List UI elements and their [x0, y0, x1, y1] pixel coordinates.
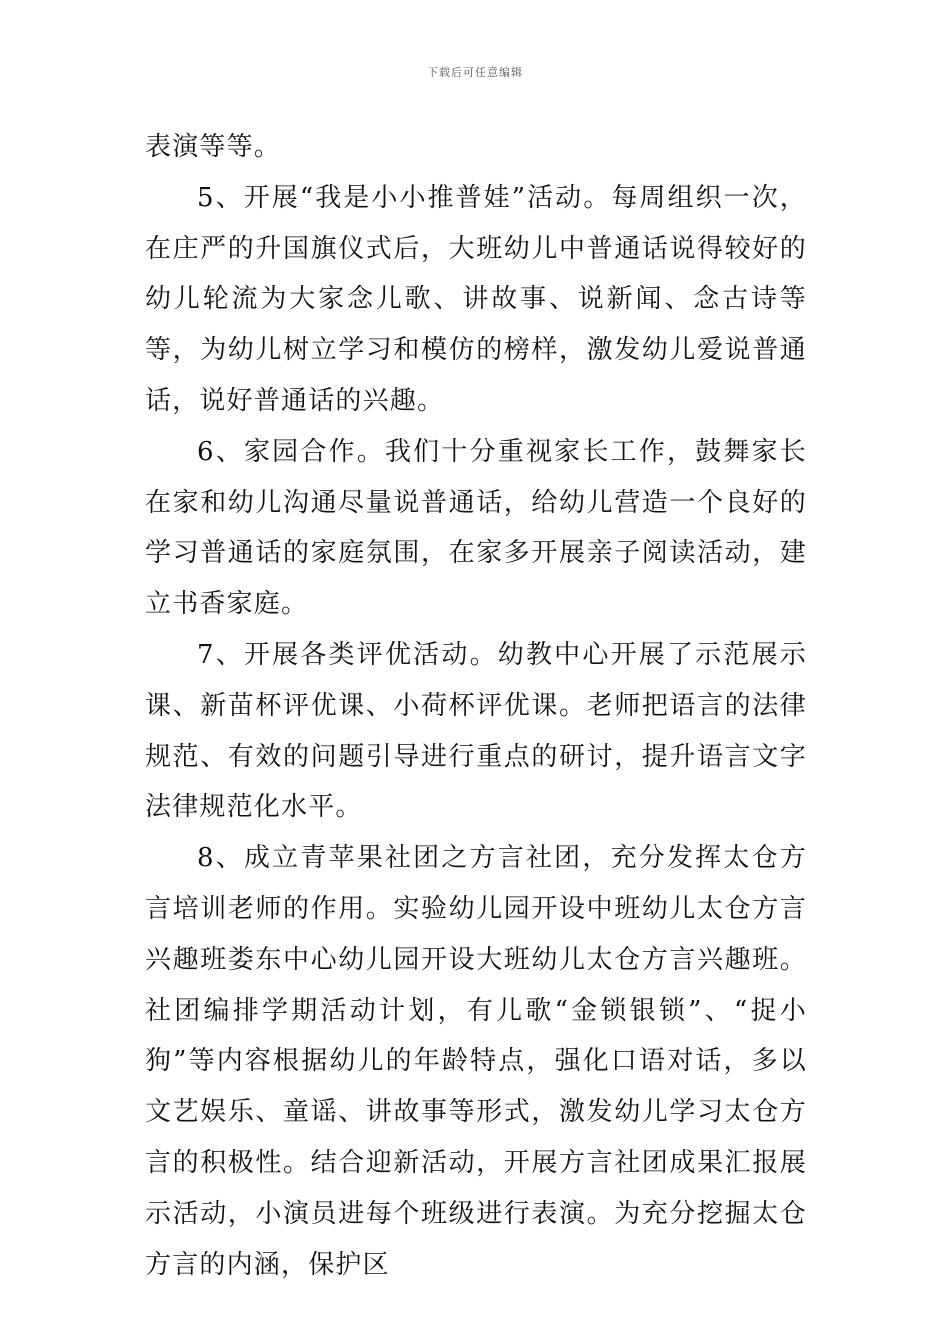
paragraph-item-7: 7、开展各类评优活动。幼教中心开展了示范展示课、新苗杯评优课、小荷杯评优课。老师把语言的法律规范、有效的问题引导进行重点的研讨，提升语言文字法律规范化水平。 [145, 639, 807, 823]
paragraph-item-5: 5、开展“我是小小推普娃”活动。每周组织一次，在庄严的升国旗仪式后，大班幼儿中普通话说得较好的幼儿轮流为大家念儿歌、讲故事、说新闻、念古诗等等，为幼儿树立学习和模仿的榜样，激发幼儿爱说普通话，说好普通话的兴趣。 [145, 182, 807, 416]
paragraph-continuation: 表演等等。 [145, 132, 282, 162]
paragraph-item-8: 8、成立青苹果社团之方言社团，充分发挥太仓方言培训老师的作用。实验幼儿园开设中班幼儿太仓方言兴趣班娄东中心幼儿园开设大班幼儿太仓方言兴趣班。社团编排学期活动计划，有儿歌“金锁银锁”、“捉小狗”等内容根据幼儿的年龄特点，强化口语对话，多以文艺娱乐、童谣、讲故事等形式，激发幼儿学习太仓方言的积极性。结合迎新活动，开展方言社团成果汇报展示活动，小演员进每个班级进行表演。为充分挖掘太仓方言的内涵，保护区 [145, 843, 807, 1280]
page-header-note: 下载后可任意编辑 [427, 66, 523, 79]
paragraph-item-6: 6、家园合作。我们十分重视家长工作，鼓舞家长在家和幼儿沟通尽量说普通话，给幼儿营造一个良好的学习普通话的家庭氛围，在家多开展亲子阅读活动，建立书香家庭。 [145, 436, 807, 620]
document-body [145, 122, 807, 1290]
